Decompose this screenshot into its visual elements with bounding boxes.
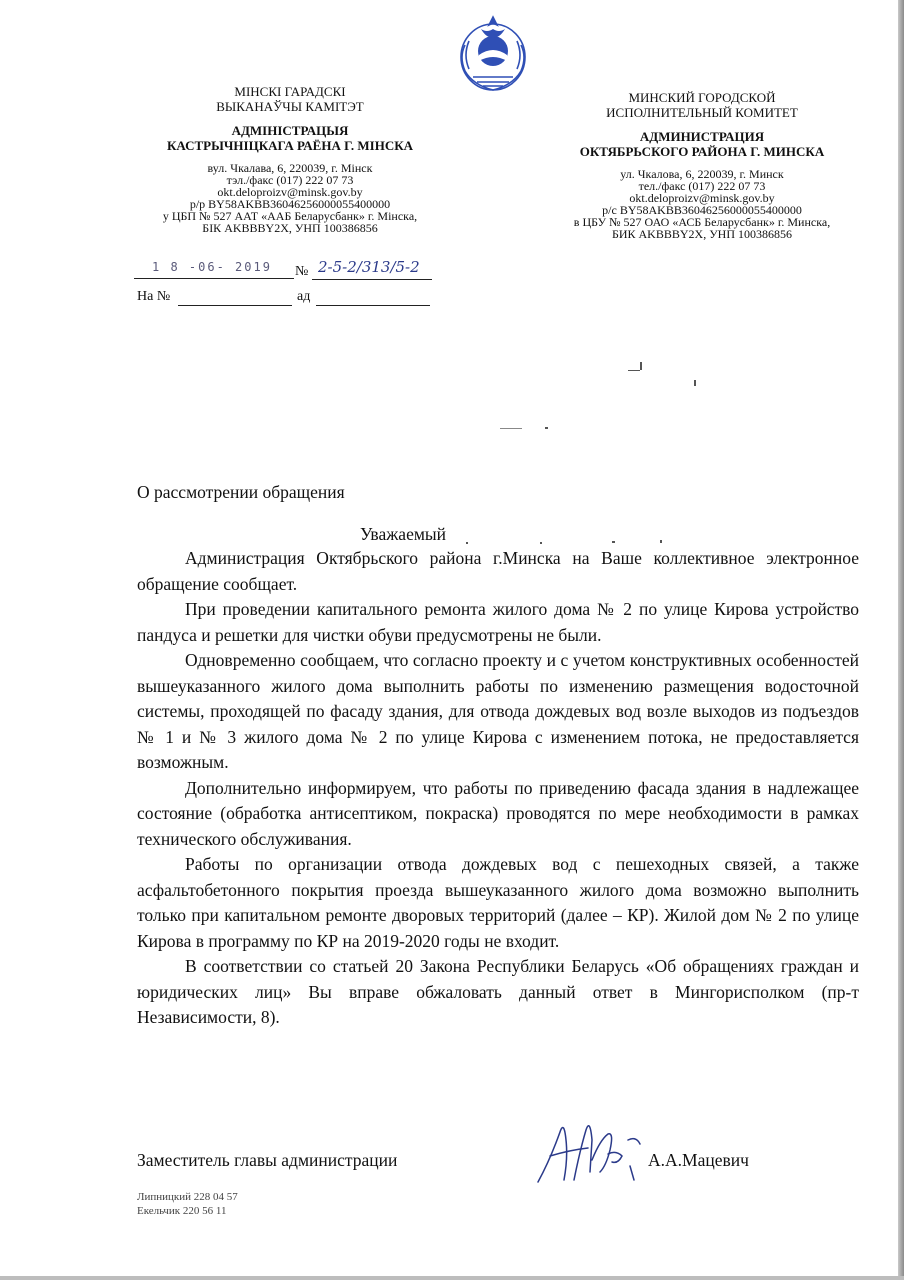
number-underline [312, 279, 432, 280]
letter-subject: О рассмотрении обращения [137, 482, 345, 502]
reference-date-label: ад [297, 289, 311, 304]
bik: БІК AKBBBY2X, УНП 100386856 [202, 221, 378, 235]
org-line-2: ИСПОЛНИТЕЛЬНЫЙ КОМИТЕТ [606, 105, 798, 120]
admin-line-2: ОКТЯБРЬСКОГО РАЙОНА Г. МИНСКА [579, 144, 825, 159]
number-label: № [295, 264, 309, 279]
bik: БИК AKBBBY2X, УНП 100386856 [611, 227, 793, 241]
executors-block [137, 1190, 238, 1218]
paragraph: Работы по организации отвода дождевых вод с пешеходных связей, а также асфальтобетонного покрытия проезда вышеуказанного жилого дома возможно выполнить только при капитальном ремонте дворовых территорий (далее – КР). Жилой дом № 2 по улице Кирова в программу по КР на 2019-2020 годы не входит. [137, 854, 859, 951]
executor-contact: Липницкий 228 04 57 [137, 1191, 238, 1203]
org-line-2: ВЫКАНАЎЧЫ КАМІТЭТ [216, 99, 364, 114]
phone: тел./факс (017) 222 07 73 [638, 179, 766, 193]
redacted-name-mark [612, 541, 615, 543]
executor-contact: Екельчик 220 56 11 [137, 1205, 227, 1217]
redacted-address-mark [640, 362, 642, 370]
admin-line-2: КАСТРЫЧНІЦКАГА РАЁНА Г. МІНСКА [166, 138, 414, 153]
phone: тэл./факс (017) 222 07 73 [226, 173, 354, 187]
number-value: 2-5-2/313/5-2 [318, 258, 420, 276]
date-underline [134, 278, 294, 279]
redacted-name-mark [466, 542, 468, 544]
paragraph: Администрация Октябрьского района г.Минска на Ваше коллективное электронное обращение сообщает. [137, 548, 859, 594]
paragraph: При проведении капитального ремонта жилого дома № 2 по улице Кирова устройство пандуса и решетки для чистки обуви предусмотрены не были. [137, 599, 859, 645]
paragraph: Дополнительно информируем, что работы по приведению фасада здания в надлежащее состояние (обработка антисептиком, покраска) проводятся по мере необходимости в рамках технического обслуживания. [137, 777, 859, 849]
redacted-name-mark [540, 542, 542, 544]
reference-date-underline [316, 305, 430, 306]
date-stamp: 1 8 -06- 2019 [152, 260, 272, 274]
org-line-1: МІНСКІ ГАРАДСКІ [234, 84, 346, 99]
redacted-address-mark [694, 380, 696, 386]
paragraph: В соответствии со статьей 20 Закона Республики Беларусь «Об обращениях граждан и юридических лиц» Вы вправе обжаловать данный ответ в Мингорисполком (пр-т Независимости, 8). [137, 956, 859, 1027]
greeting: Уважаемый [360, 524, 447, 544]
signer-position: Заместитель главы администрации [137, 1150, 398, 1170]
bank: в ЦБУ № 527 ОАО «АСБ Беларусбанк» г. Минска, [573, 215, 831, 229]
scan-edge-bottom [0, 1276, 904, 1280]
coat-of-arms-icon [455, 15, 531, 93]
reference-number-underline [178, 305, 292, 306]
handwritten-signature-icon [530, 1110, 645, 1190]
letter-body [137, 546, 859, 1031]
redacted-address-mark [628, 370, 640, 371]
header-russian [532, 90, 872, 240]
admin-line-1: АДМИНИСТРАЦИЯ [639, 129, 765, 144]
redacted-address-mark [500, 428, 522, 429]
redacted-address-mark [545, 427, 548, 429]
account: р/с BY58AKBB36046256000055400000 [602, 203, 802, 217]
email: okt.deloproizv@minsk.gov.by [629, 191, 775, 205]
admin-line-1: АДМІНІСТРАЦЫЯ [231, 123, 349, 138]
account: р/р BY58AKBB36046256000055400000 [189, 197, 391, 211]
address: ул. Чкалова, 6, 220039, г. Минск [620, 167, 784, 181]
signer-name: А.А.Мацевич [648, 1150, 749, 1170]
email: okt.deloproizv@minsk.gov.by [217, 185, 363, 199]
bank: у ЦБП № 527 ААТ «ААБ Беларусбанк» г. Мінска, [162, 209, 418, 223]
org-line-1: МИНСКИЙ ГОРОДСКОЙ [628, 90, 776, 105]
address: вул. Чкалава, 6, 220039, г. Мінск [207, 161, 373, 175]
reference-number-label: На № [137, 289, 171, 304]
paragraph: Одновременно сообщаем, что согласно проекту и с учетом конструктивных особенностей вышеуказанного жилого дома выполнить работы по изменению размещения водосточной системы, проходящей по фасаду здания, для отвода дождевых вод возле выходов из подъездов № 1 и № 3 жилого дома № 2 по улице Кирова с изменением потока, не предоставляется возможным. [137, 650, 859, 772]
header-belarusian [110, 84, 470, 234]
scan-edge-right [898, 0, 904, 1280]
redacted-name-mark [660, 540, 662, 543]
